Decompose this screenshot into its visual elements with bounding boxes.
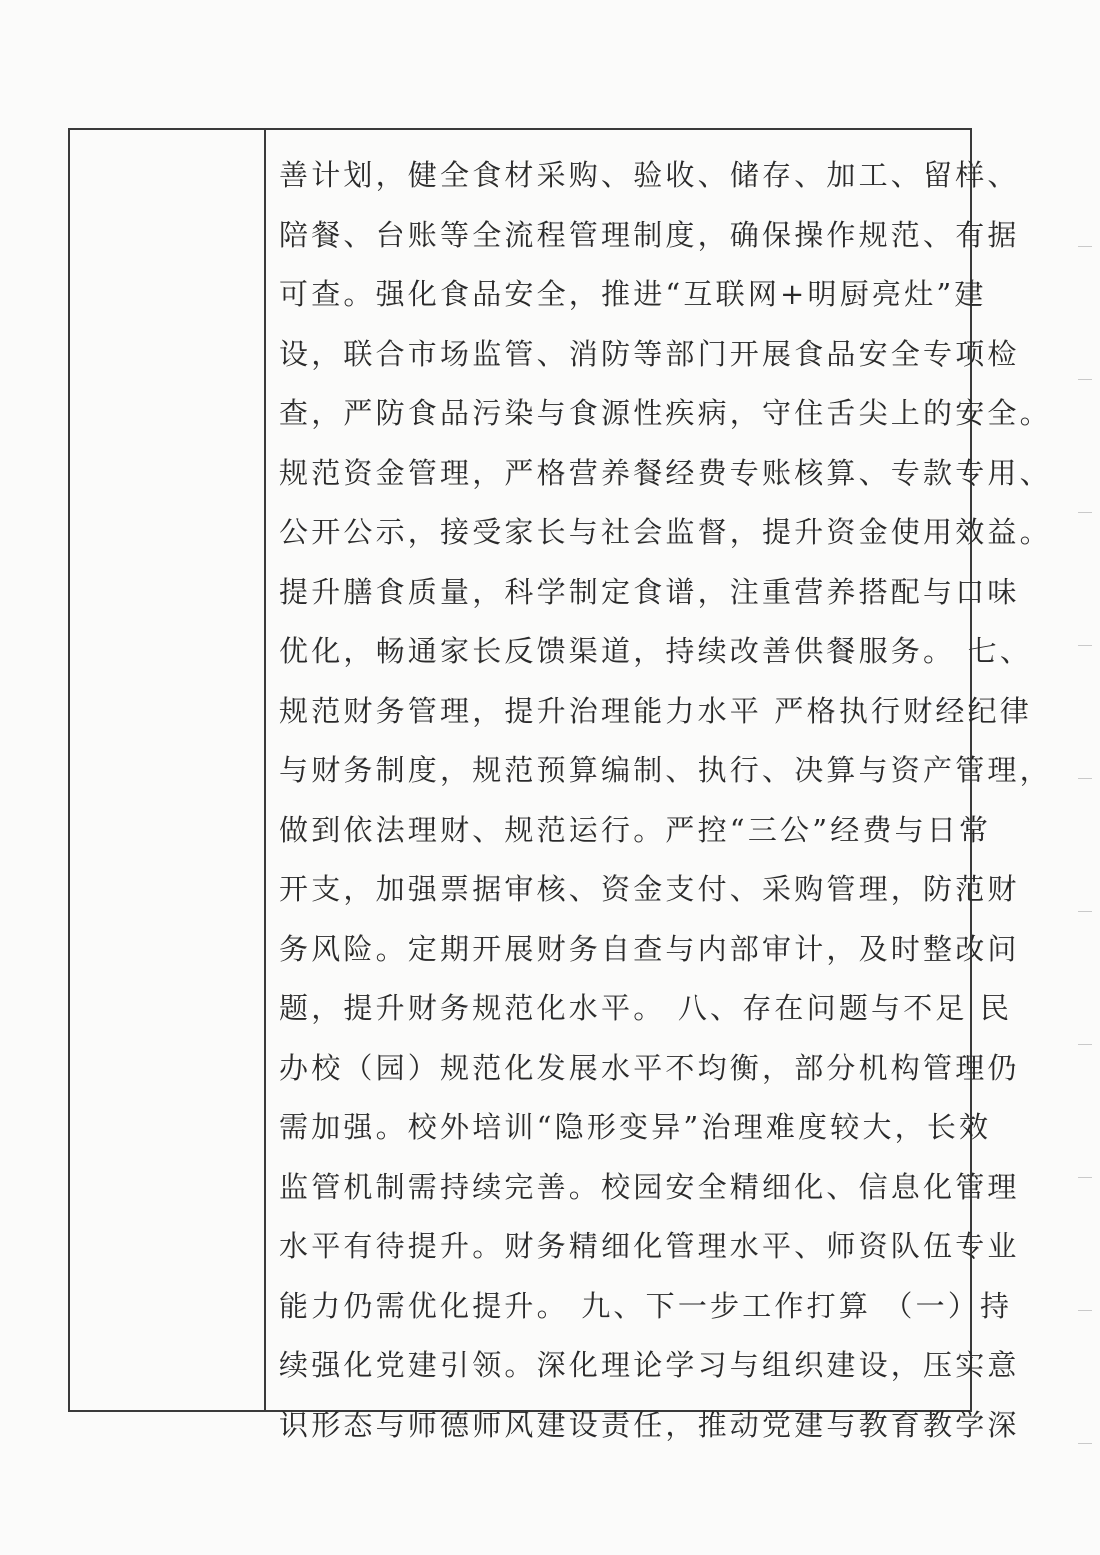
text-line: 监管机制需持续完善。校园安全精细化、信息化管理 <box>279 1169 1020 1204</box>
text-line: 公开公示，接受家长与社会监督，提升资金使用效益。 <box>279 515 1052 549</box>
scan-mark <box>1078 1177 1092 1178</box>
text-line: 规范财务管理，提升治理能力水平 严格执行财经纪律 <box>279 693 1033 728</box>
text-line: 提升膳食质量，科学制定食谱，注重营养搭配与口味 <box>279 574 1020 609</box>
column-divider <box>264 130 266 1410</box>
text-line: 能力仍需优化提升。 九、下一步工作打算 （一）持 <box>279 1288 1013 1323</box>
text-line: 续强化党建引领。深化理论学习与组织建设，压实意 <box>279 1348 1020 1382</box>
content-table <box>68 128 1052 1442</box>
text-line: 水平有待提升。财务精细化管理水平、师资队伍专业 <box>279 1229 1020 1263</box>
scan-mark <box>1078 645 1092 646</box>
text-line: 办校（园）规范化发展水平不均衡，部分机构管理仍 <box>279 1050 1020 1085</box>
scan-mark <box>1078 911 1092 912</box>
text-line: 需加强。校外培训“隐形变异”治理难度较大，长效 <box>279 1110 992 1144</box>
text-line: 查，严防食品污染与食源性疾病，守住舌尖上的安全。 <box>279 396 1052 430</box>
text-line: 善计划，健全食材采购、验收、储存、加工、留样、 <box>279 158 1020 192</box>
scan-mark <box>1078 1443 1092 1444</box>
text-line: 可查。强化食品安全，推进“互联网+明厨亮灶”建 <box>279 277 987 311</box>
body-paragraph <box>279 146 1052 1455</box>
text-line: 设，联合市场监管、消防等部门开展食品安全专项检 <box>279 336 1020 371</box>
scan-mark <box>1078 246 1092 247</box>
text-line: 题，提升财务规范化水平。 八、存在问题与不足 民 <box>279 991 1013 1025</box>
text-line: 与财务制度，规范预算编制、执行、决算与资产管理， <box>279 753 1052 787</box>
scan-mark <box>1078 1310 1092 1311</box>
text-line: 做到依法理财、规范运行。严控“三公”经费与日常 <box>279 812 992 847</box>
text-line: 识形态与师德师风建设责任，推动党建与教育教学深 <box>279 1407 1020 1442</box>
text-line: 优化，畅通家长反馈渠道，持续改善供餐服务。 七、 <box>279 634 1033 668</box>
scan-mark <box>1078 778 1092 779</box>
text-line: 开支，加强票据审核、资金支付、采购管理，防范财 <box>279 872 1020 906</box>
text-line: 务风险。定期开展财务自查与内部审计，及时整改问 <box>279 931 1020 966</box>
text-line: 规范资金管理，严格营养餐经费专账核算、专款专用、 <box>279 455 1052 490</box>
left-empty-cell <box>70 130 264 1410</box>
text-line: 陪餐、台账等全流程管理制度，确保操作规范、有据 <box>279 217 1020 252</box>
scan-mark <box>1078 379 1092 380</box>
scan-mark <box>1078 512 1092 513</box>
scan-mark <box>1078 1044 1092 1045</box>
